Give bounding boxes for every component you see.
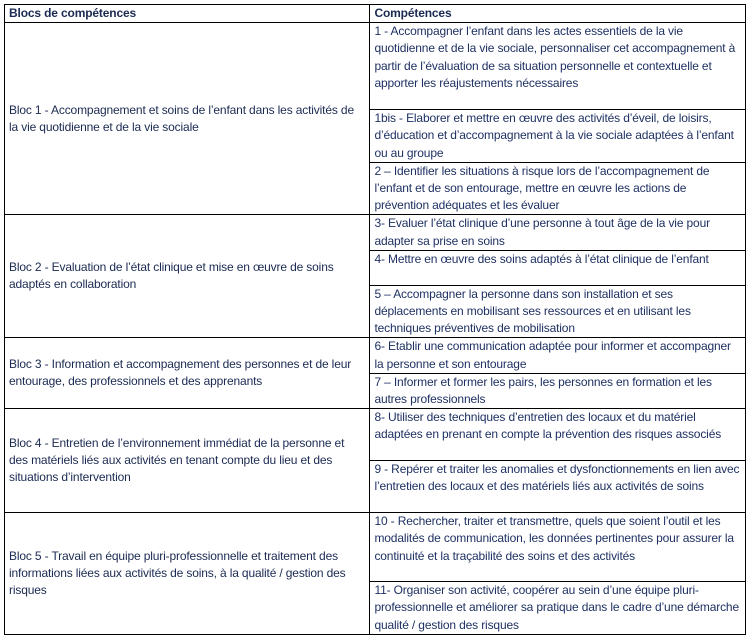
- header-competences: Compétences: [370, 5, 746, 23]
- competence-6: 6- Etablir une communication adaptée pour informer et accompagner la personne et son entourage: [370, 338, 746, 373]
- competence-7: 7 – Informer et former les pairs, les personnes en formation et les autres professionnels: [370, 373, 746, 408]
- table-row: [5, 338, 746, 373]
- table-row: [5, 23, 746, 110]
- competences-table: [4, 4, 746, 635]
- competence-1bis: 1bis - Elaborer et mettre en œuvre des activités d’éveil, de loisirs, d’éducation et d’accompagnement à la vie sociale adaptées à l’enfant ou au groupe: [370, 110, 746, 163]
- header-blocs: Blocs de compétences: [5, 5, 370, 23]
- bloc-4-label: Bloc 4 - Entretien de l’environnement immédiat de la personne et des matériels liés aux activités en tenant compte du lieu et des situations d’intervention: [5, 409, 370, 513]
- competence-5: 5 – Accompagner la personne dans son installation et ses déplacements en mobilisant ses ressources et en utilisant les techniques préventives de mobilisation: [370, 285, 746, 338]
- bloc-1-label: Bloc 1 - Accompagnement et soins de l’enfant dans les activités de la vie quotidienne et de la vie sociale: [5, 23, 370, 215]
- competence-11: 11- Organiser son activité, coopérer au sein d’une équipe pluri-professionnelle et améliorer sa pratique dans le cadre d’une démarche qualité / gestion des risques: [370, 582, 746, 635]
- bloc-5-label: Bloc 5 - Travail en équipe pluri-professionnelle et traitement des informations liées aux activités de soins, à la qualité / gestion des risques: [5, 513, 370, 635]
- competence-4: 4- Mettre en œuvre des soins adaptés à l’état clinique de l’enfant: [370, 250, 746, 285]
- competence-2: 2 – Identifier les situations à risque lors de l’accompagnement de l’enfant et de son entourage, mettre en œuvre les actions de prévention adéquates et les évaluer: [370, 162, 746, 215]
- table-row: [5, 409, 746, 461]
- table-row: [5, 215, 746, 250]
- competence-1: 1 - Accompagner l’enfant dans les actes essentiels de la vie quotidienne et de la vie sociale, personnaliser cet accompagnement à partir de l’évaluation de sa situation personnelle et contextuelle et apporter les réajustements nécessaires: [370, 23, 746, 110]
- competence-9: 9 - Repérer et traiter les anomalies et dysfonctionnements en lien avec l’entretien des locaux et des matériels liés aux activités de soins: [370, 461, 746, 513]
- table-row: [5, 513, 746, 582]
- table-header-row: [5, 5, 746, 23]
- bloc-2-label: Bloc 2 - Evaluation de l’état clinique et mise en œuvre de soins adaptés en collaboration: [5, 215, 370, 338]
- bloc-3-label: Bloc 3 - Information et accompagnement des personnes et de leur entourage, des professionnels et des apprenants: [5, 338, 370, 409]
- competence-3: 3- Evaluer l’état clinique d’une personne à tout âge de la vie pour adapter sa prise en soins: [370, 215, 746, 250]
- competence-10: 10 - Rechercher, traiter et transmettre, quels que soient l’outil et les modalités de communication, les données pertinentes pour assurer la continuité et la traçabilité des soins et des activités: [370, 513, 746, 582]
- competence-8: 8- Utiliser des techniques d’entretien des locaux et du matériel adaptées en prenant en compte la prévention des risques associés: [370, 409, 746, 461]
